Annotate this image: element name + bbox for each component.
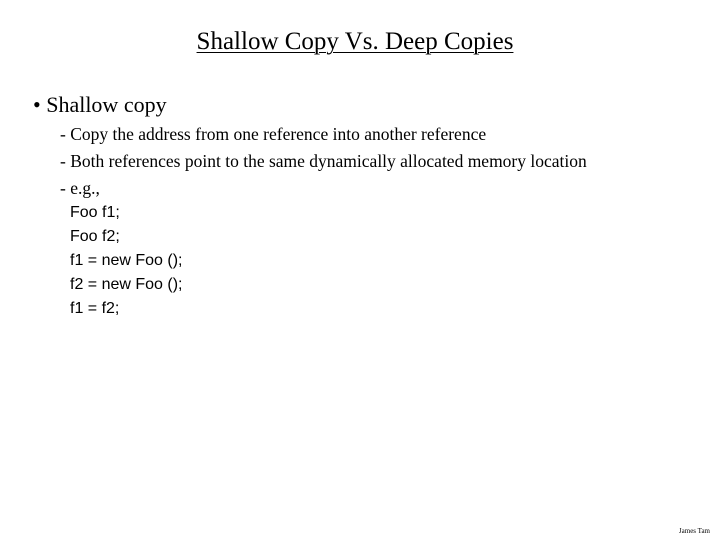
- code-line: f1 = new Foo ();: [70, 252, 183, 269]
- footer-author: James Tam: [678, 527, 710, 535]
- sub-item-copy-address: - Copy the address from one reference into another reference: [60, 124, 487, 144]
- code-line: Foo f1;: [70, 204, 120, 221]
- sub-item-same-memory: - Both references point to the same dynamically allocated memory location: [60, 151, 587, 171]
- code-line: f1 = f2;: [70, 300, 120, 317]
- bullet-shallow-copy: • Shallow copy: [33, 92, 167, 117]
- sub-item-example: - e.g.,: [60, 178, 100, 198]
- code-line: Foo f2;: [70, 228, 120, 245]
- code-line: f2 = new Foo ();: [70, 276, 183, 293]
- slide-title: Shallow Copy Vs. Deep Copies: [196, 28, 514, 55]
